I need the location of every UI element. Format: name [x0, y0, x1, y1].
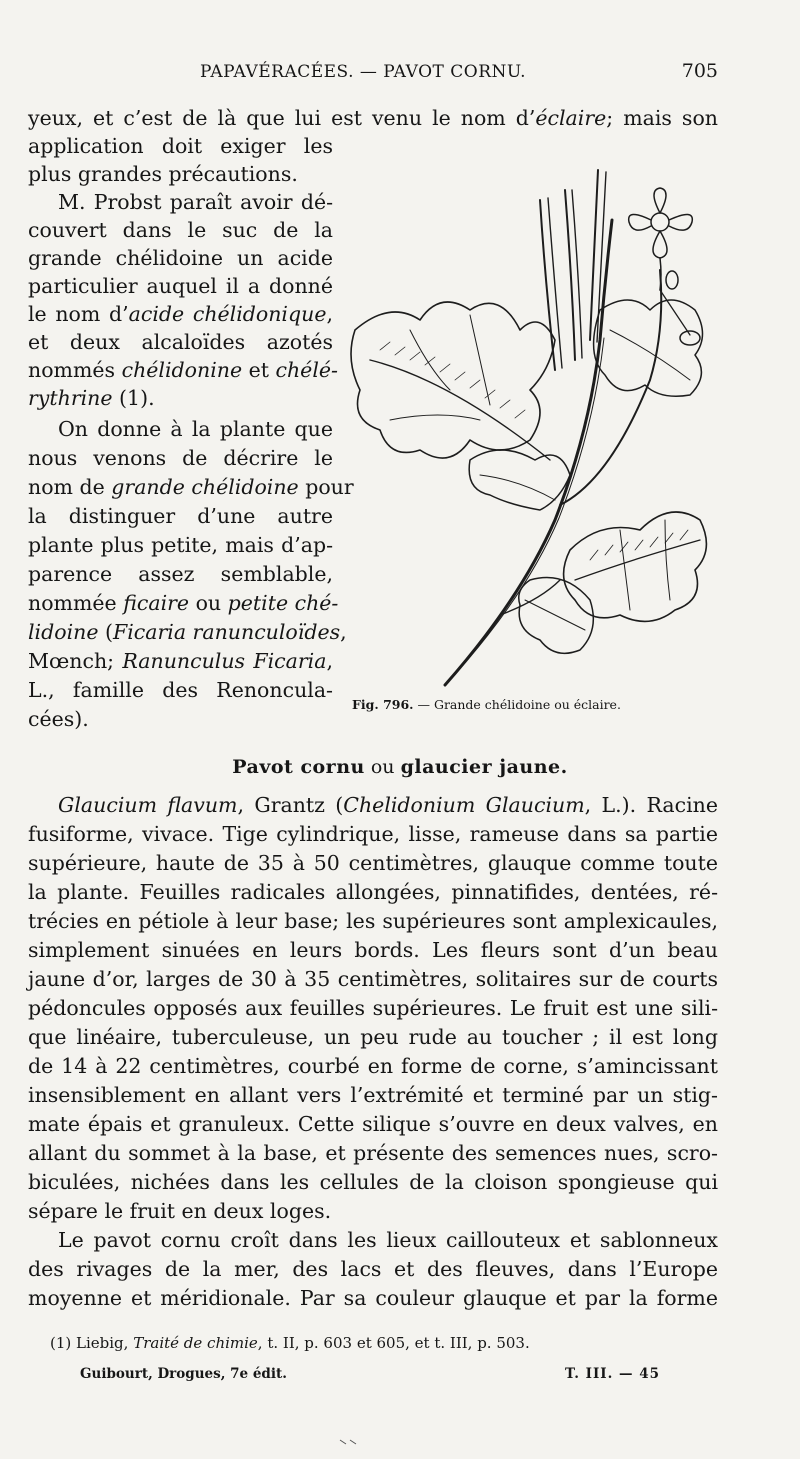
text-line: jaune d’or, larges de 30 à 35 centimètres, solitaires sur de courts: [28, 967, 718, 991]
text-line: insensiblement en allant vers l’extrémité et terminé par un stig-: [28, 1083, 718, 1107]
text-line: yeux, et c’est de là que lui est venu le nom d’éclaire; mais son: [28, 106, 718, 130]
text-line: trécies en pétiole à leur base; les supérieures sont amplexicaules,: [28, 909, 718, 933]
text-line: grande chélidoine un acide: [28, 246, 333, 270]
text-line: pédoncules opposés aux feuilles supérieures. Le fruit est une sili-: [28, 996, 718, 1020]
text-line: nous venons de décrire le: [28, 446, 333, 470]
section-title-primary: Pavot cornu: [232, 756, 365, 778]
text-line: M. Probst paraît avoir dé-: [58, 190, 333, 214]
text-line: supérieure, haute de 35 à 50 centimètres, glauque comme toute: [28, 851, 718, 875]
footer-edition: Guibourt, Drogues, 7e édit.: [80, 1366, 287, 1382]
text-line: que linéaire, tuberculeuse, un peu rude au toucher ; il est long: [28, 1025, 718, 1049]
text-line: des rivages de la mer, des lacs et des fleuves, dans l’Europe: [28, 1257, 718, 1281]
footnote: [50, 1334, 690, 1358]
text-line: la plante. Feuilles radicales allongées, pinnatifides, dentées, ré-: [28, 880, 718, 904]
text-line: Glaucium flavum, Grantz (Chelidonium Glaucium, L.). Racine: [58, 793, 718, 817]
text-line: application doit exiger les: [28, 134, 333, 158]
text-line: moyenne et méridionale. Par sa couleur glauque et par la forme: [28, 1286, 718, 1310]
text-line: allant du sommet à la base, et présente des semences nues, scro-: [28, 1141, 718, 1165]
text-line: nom de grande chélidoine pour: [28, 475, 354, 499]
text-line: biculées, nichées dans les cellules de la cloison spongieuse qui: [28, 1170, 718, 1194]
section-title: [0, 752, 800, 782]
figure-caption-label: Fig. 796.: [352, 697, 414, 712]
text-line: cées).: [28, 707, 89, 731]
text-line: Le pavot cornu croît dans les lieux caillouteux et sablonneux: [58, 1228, 718, 1252]
footer-volume-sheet: T. III. — 45: [564, 1366, 660, 1382]
text-line: Mœnch; Ranunculus Ficaria,: [28, 649, 333, 673]
text-line: la distinguer d’une autre: [28, 504, 333, 528]
text-line: le nom d’acide chélidonique,: [28, 302, 333, 326]
text-line: particulier auquel il a donné: [28, 274, 333, 298]
text-line: parence assez semblable,: [28, 562, 333, 586]
text-line: lidoine (Ficaria ranunculoïdes,: [28, 620, 347, 644]
running-head: [28, 60, 718, 90]
text-line: de 14 à 22 centimètres, courbé en forme de corne, s’amincissant: [28, 1054, 718, 1078]
text-line: mate épais et granuleux. Cette silique s’ouvre en deux valves, en: [28, 1112, 718, 1136]
text-line: sépare le fruit en deux loges.: [28, 1199, 332, 1223]
section-title-join: ou: [364, 756, 401, 778]
text-line: L., famille des Renoncula-: [28, 678, 333, 702]
text-line: plante plus petite, mais d’ap-: [28, 533, 333, 557]
celandine-illustration: [350, 160, 720, 690]
footnote-text: Liebig, Traité de chimie, t. II, p. 603 et 605, et t. III, p. 503.: [71, 1334, 530, 1352]
text-line: plus grandes précautions.: [28, 162, 298, 186]
text-line: fusiforme, vivace. Tige cylindrique, lisse, rameuse dans sa partie: [28, 822, 718, 846]
page-number: 705: [681, 60, 718, 82]
text-line: rythrine (1).: [28, 386, 155, 410]
figure-caption: [352, 697, 712, 719]
text-line: nommés chélidonine et chélé-: [28, 358, 338, 382]
signature-footer: [80, 1366, 660, 1388]
figure-caption-text: — Grande chélidoine ou éclaire.: [413, 697, 621, 712]
text-line: On donne à la plante que: [58, 417, 333, 441]
figure-greater-celandine: [350, 160, 720, 690]
text-line: couvert dans le suc de la: [28, 218, 333, 242]
text-line: simplement sinuées en leurs bords. Les fleurs sont d’un beau: [28, 938, 718, 962]
text-line: nommée ficaire ou petite ché-: [28, 591, 339, 615]
running-title: PAPAVÉRACÉES. — PAVOT CORNU.: [200, 62, 527, 82]
section-title-secondary: glaucier jaune.: [400, 756, 568, 778]
scan-speck-icon: [338, 1438, 358, 1446]
text-line: et deux alcaloïdes azotés: [28, 330, 333, 354]
footnote-marker: (1): [50, 1334, 72, 1352]
